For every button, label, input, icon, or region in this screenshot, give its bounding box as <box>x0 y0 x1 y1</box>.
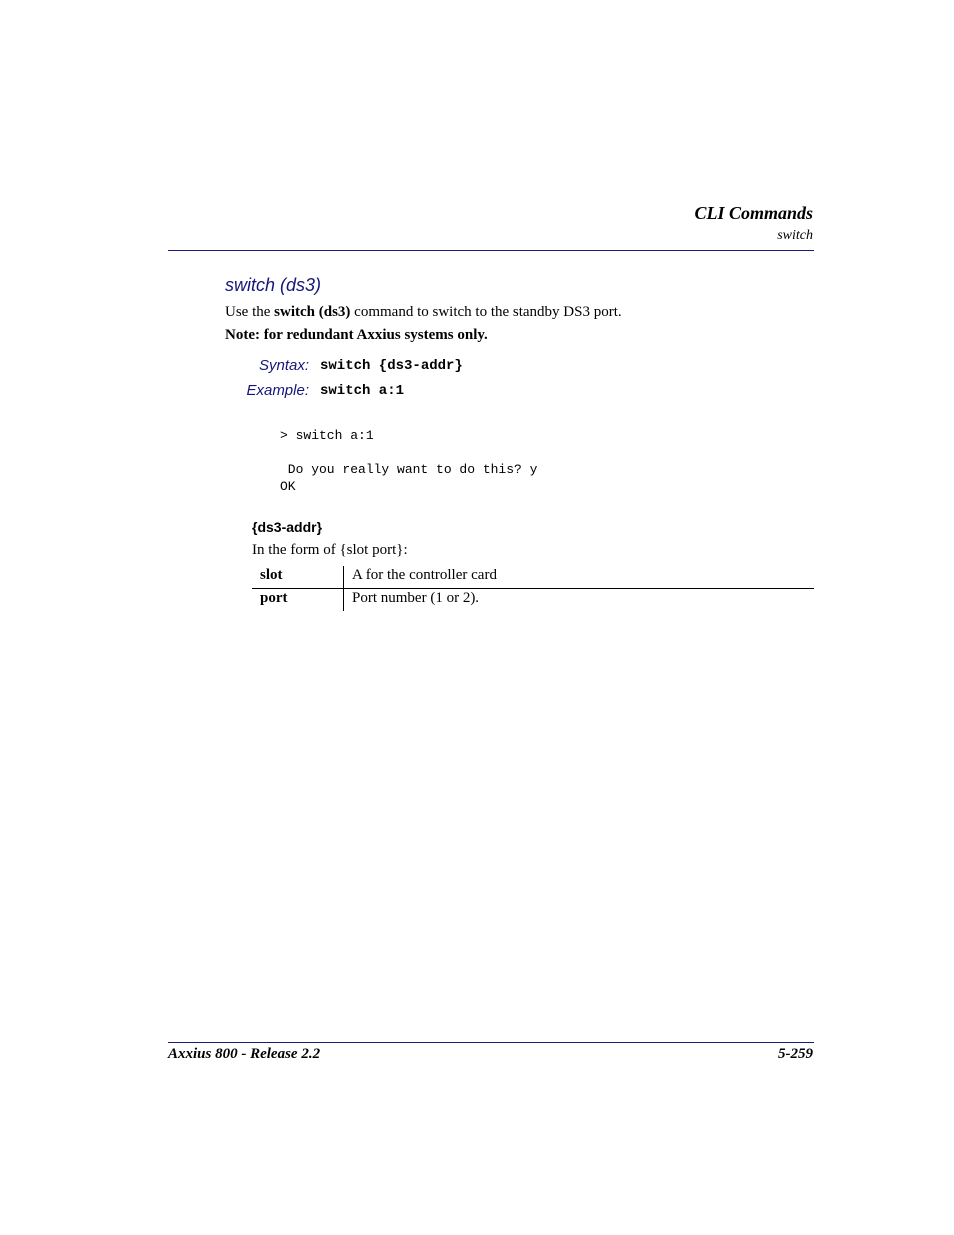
intro-suffix: command to switch to the standby DS3 port. <box>350 304 622 320</box>
terminal-output: > switch a:1 Do you really want to do this? y OK <box>280 428 538 494</box>
example-label: Example: <box>246 382 309 399</box>
param-value: A for the controller card <box>344 566 815 589</box>
parameter-description: In the form of {slot port}: <box>252 542 408 558</box>
page-number: 5-259 <box>778 1046 813 1062</box>
syntax-label: Syntax: <box>258 357 309 374</box>
intro-paragraph <box>225 304 622 321</box>
parameter-table <box>252 566 814 611</box>
footer-product-release: Axxius 800 - Release 2.2 <box>168 1046 321 1062</box>
running-header-title: CLI Commands <box>694 203 813 223</box>
table-row <box>252 589 814 612</box>
syntax-command: switch {ds3-addr} <box>320 358 463 374</box>
footer-rule <box>168 1042 814 1043</box>
example-command: switch a:1 <box>320 383 405 399</box>
note-text: Note: for redundant Axxius systems only. <box>225 327 488 343</box>
param-key: port <box>252 589 344 612</box>
header-rule <box>168 250 814 251</box>
parameter-name: {ds3-addr} <box>252 519 323 535</box>
intro-command-name: switch (ds3) <box>274 304 351 320</box>
table-row <box>252 566 814 589</box>
param-value: Port number (1 or 2). <box>352 590 480 606</box>
intro-prefix: Use the <box>225 304 275 320</box>
section-title: switch (ds3) <box>225 275 322 295</box>
running-header-subtitle: switch <box>777 228 813 243</box>
param-key: slot <box>252 566 344 589</box>
